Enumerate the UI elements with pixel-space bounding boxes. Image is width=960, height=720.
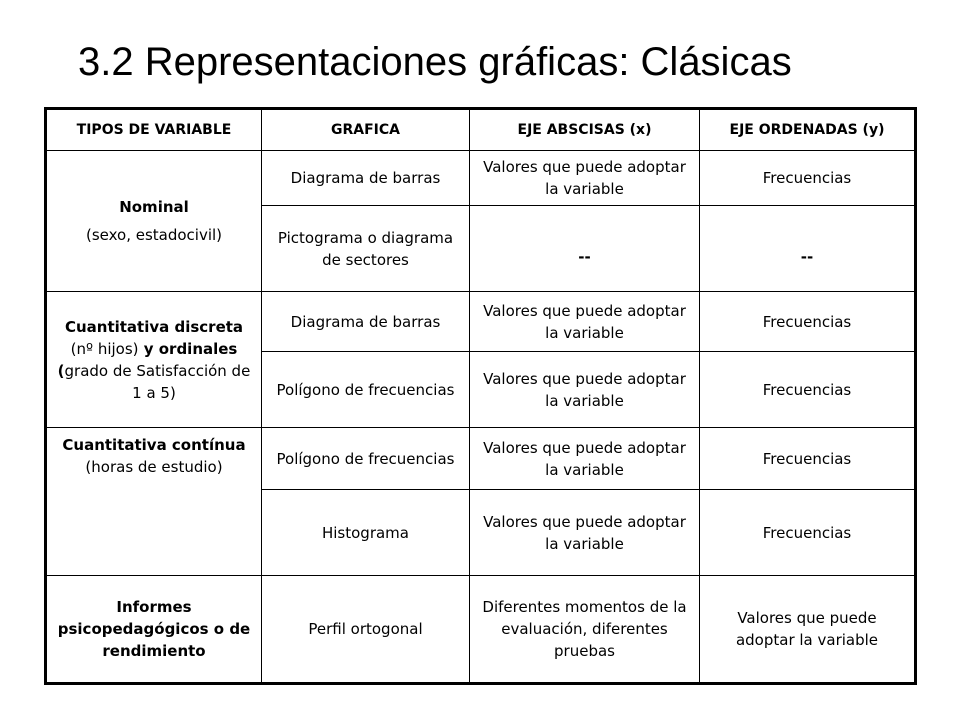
variable-type-name: Nominal bbox=[119, 198, 189, 216]
eje-x-cell: Valores que puede adoptar la variable bbox=[470, 151, 700, 206]
grafica-cell: Pictograma o diagrama de sectores bbox=[262, 206, 470, 292]
variable-type-name-2: y ordinales ( bbox=[57, 339, 238, 380]
header-eje-abscisas: EJE ABSCISAS (x) bbox=[470, 109, 700, 151]
grafica-cell: Polígono de frecuencias bbox=[262, 352, 470, 428]
variable-type-examples: (horas de estudio) bbox=[85, 458, 223, 476]
table-row bbox=[46, 151, 916, 206]
empty-value: -- bbox=[578, 247, 591, 266]
variable-type-informes bbox=[46, 576, 262, 684]
eje-x-cell: Valores que puede adoptar la variable bbox=[470, 292, 700, 352]
table-row bbox=[46, 576, 916, 684]
variable-type-name: Informes psicopedagógicos o de rendimiento bbox=[57, 598, 251, 660]
header-grafica: GRAFICA bbox=[262, 109, 470, 151]
variable-type-examples: (nº hijos) bbox=[70, 339, 139, 358]
table-header-row bbox=[46, 109, 916, 151]
variable-type-continua bbox=[46, 428, 262, 576]
variable-type-name: Cuantitativa discreta bbox=[64, 317, 244, 336]
grafica-cell: Diagrama de barras bbox=[262, 151, 470, 206]
slide-title: 3.2 Representaciones gráficas: Clásicas bbox=[78, 40, 792, 84]
eje-y-cell: Frecuencias bbox=[700, 428, 916, 490]
table-row bbox=[46, 292, 916, 352]
empty-value: -- bbox=[800, 247, 814, 266]
variable-type-examples: (sexo, estadocivil) bbox=[85, 226, 223, 244]
eje-x-cell: Valores que puede adoptar la variable bbox=[470, 428, 700, 490]
eje-y-cell: Valores que puede adoptar la variable bbox=[700, 576, 916, 684]
eje-y-cell: Frecuencias bbox=[700, 151, 916, 206]
eje-y-cell: Frecuencias bbox=[700, 352, 916, 428]
grafica-cell: Perfil ortogonal bbox=[262, 576, 470, 684]
eje-x-cell: Valores que puede adoptar la variable bbox=[470, 490, 700, 576]
variable-type-nominal bbox=[46, 151, 262, 292]
eje-x-cell bbox=[470, 206, 700, 292]
eje-x-cell: Valores que puede adoptar la variable bbox=[470, 352, 700, 428]
grafica-cell: Polígono de frecuencias bbox=[262, 428, 470, 490]
header-tipos-de-variable: TIPOS DE VARIABLE bbox=[46, 109, 262, 151]
eje-x-cell: Diferentes momentos de la evaluación, diferentes pruebas bbox=[470, 576, 700, 684]
eje-y-cell: Frecuencias bbox=[700, 292, 916, 352]
header-eje-ordenadas: EJE ORDENADAS (y) bbox=[700, 109, 916, 151]
variable-types-table bbox=[44, 107, 917, 685]
table-row bbox=[46, 428, 916, 490]
variable-type-examples-2: grado de Satisfacción de 1 a 5) bbox=[64, 361, 251, 402]
grafica-cell: Diagrama de barras bbox=[262, 292, 470, 352]
variable-type-discreta bbox=[46, 292, 262, 428]
eje-y-cell: Frecuencias bbox=[700, 490, 916, 576]
grafica-cell: Histograma bbox=[262, 490, 470, 576]
variable-type-name: Cuantitativa contínua bbox=[62, 436, 246, 454]
eje-y-cell bbox=[700, 206, 916, 292]
